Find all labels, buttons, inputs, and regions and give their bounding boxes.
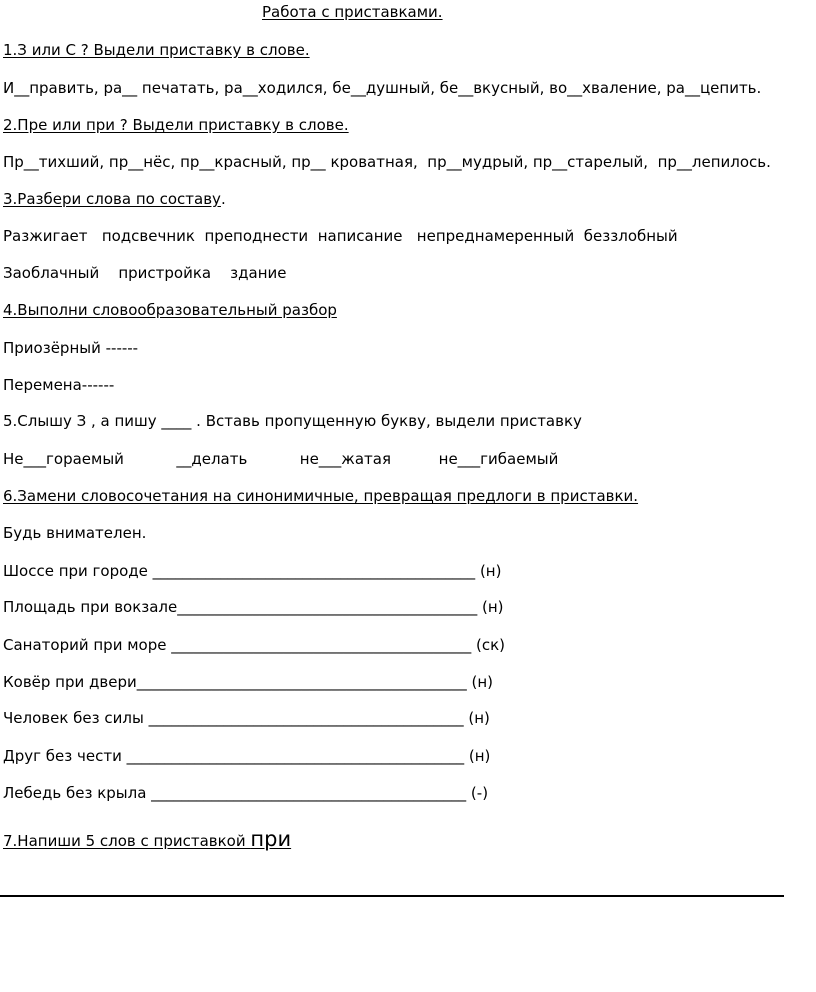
task6-item: Шоссе при городе ___________________________________________ (н) [3,562,502,580]
task7-heading-text: 7.Напиши 5 слов с приставкой [3,832,251,850]
task6-item: Человек без силы __________________________________________ (н) [3,709,490,727]
task6-item: Площадь при вокзале________________________________________ (н) [3,598,504,616]
task6-item: Лебедь без крыла __________________________________________ (-) [3,784,489,802]
task2-words: Пр__тихший, пр__нёс, пр__красный, пр__ кроватная, пр__мудрый, пр__старелый, пр__лепилось. [3,153,771,171]
task5-words: Не___гораемый __делать не___жатая не___гибаемый [3,450,559,468]
task1-words: И__править, ра__ печатать, ра__ходился, бе__душный, бе__вкусный, во__хваление, ра__цепить. [3,79,762,97]
task6-item: Друг без чести _____________________________________________ (н) [3,747,491,765]
task3-heading-row [3,189,226,209]
task3-heading-dot: . [220,190,226,208]
task2-heading: 2.Пре или при ? Выдели приставку в слове. [3,116,349,134]
task3-words-row2: Заоблачный пристройка здание [3,264,287,282]
task4-heading: 4.Выполни словообразовательный разбор [3,301,337,319]
worksheet-title: Работа с приставками. [262,3,443,21]
task4-item-2: Перемена------ [3,376,115,394]
task7-heading [3,826,291,854]
answer-line [0,895,784,897]
task6-note: Будь внимателен. [3,524,147,542]
task6-heading: 6.Замени словосочетания на синонимичные, превращая предлоги в приставки. [3,487,639,505]
task6-item: Санаторий при море ________________________________________ (ск) [3,636,506,654]
task5-heading: 5.Слышу З , а пишу ____ . Вставь пропущенную букву, выдели приставку [3,412,582,430]
task7-prefix-word: при [250,827,292,851]
task4-item-1: Приозёрный ------ [3,339,139,357]
task3-words-row1: Разжигает подсвечник преподнести написание непреднамеренный беззлобный [3,227,678,245]
task1-heading: 1.З или С ? Выдели приставку в слове. [3,41,310,59]
task6-item: Ковёр при двери____________________________________________ (н) [3,673,494,691]
task3-heading: 3.Разбери слова по составу [3,190,221,208]
